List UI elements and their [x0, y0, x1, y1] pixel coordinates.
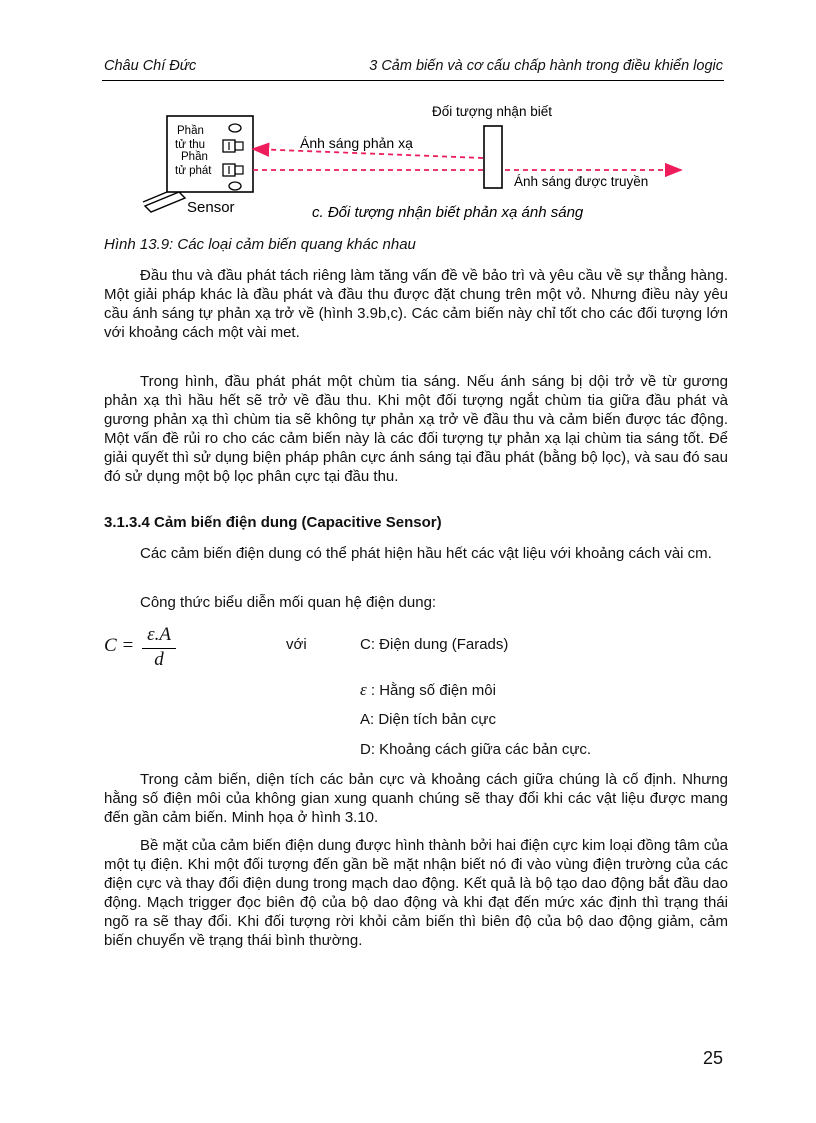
definition-epsilon: ε : Hằng số điện môi	[360, 680, 496, 699]
figure-caption: Hình 13.9: Các loại cảm biến quang khác nhau	[104, 236, 416, 253]
section-heading: 3.1.3.4 Cảm biến điện dung (Capacitive Sensor)	[104, 514, 442, 531]
with-label: với	[286, 636, 307, 653]
receiver-label-1: Phần	[177, 125, 204, 137]
page-number: 25	[703, 1048, 724, 1068]
header-rule	[102, 80, 724, 81]
definition-a: A: Diện tích bản cực	[360, 711, 496, 728]
formula-denominator: d	[154, 649, 164, 670]
sensor-label: Sensor	[187, 199, 235, 216]
formula-fraction	[142, 624, 176, 671]
capacitance-formula	[104, 624, 194, 674]
figure-subcaption: c. Đối tượng nhận biết phản xạ ánh sáng	[312, 204, 584, 221]
header-chapter: 3 Cảm biến và cơ cấu chấp hành trong điều khiển logic	[369, 58, 723, 74]
formula-lhs: C =	[104, 635, 135, 656]
emitter-label-1: Phần	[181, 151, 208, 163]
emitter-label-2: tử phát	[175, 165, 212, 177]
definition-d: D: Khoảng cách giữa các bản cực.	[360, 741, 592, 758]
target-object	[484, 126, 502, 188]
paragraph-capacitive: Các cảm biến điện dung có thể phát hiện hầu hết các vật liệu với khoảng cách vài cm.	[140, 545, 712, 562]
formula-numerator: ε.A	[147, 624, 171, 645]
sensor-figure	[135, 98, 695, 230]
receiver-label-2: tử thu	[175, 139, 206, 151]
paragraph-4: Bề mặt của cảm biến điện dung được hình thành bởi hai điện cực kim loại đồng tâm của một tụ điện. Khi một đối tượng đến gần bề mặt nhận biết nó đi vào vùng điện trường của các điện cực và thay đổi điện dung trong mạch dao động. Kết quả là bộ tạo dao động bắt đầu dao động. Mạch trigger đọc biên độ của bộ dao động và khi đạt đến mức xác định thì trạng thái ngõ ra sẽ thay đổi. Khi đối tượng rời khỏi cảm biến thì biên độ của bộ dao động giảm, cảm biến chuyển về trạng thái bình thường.	[104, 837, 728, 949]
paragraph-formula-intro: Công thức biểu diễn mối quan hệ điện dung:	[140, 594, 437, 611]
reflected-light-label: Ánh sáng phản xạ	[300, 135, 413, 151]
sensor-bracket	[145, 192, 185, 212]
paragraph-3: Trong cảm biến, diện tích các bản cực và khoảng cách giữa chúng là cố định. Nhưng hằng số điện môi của không gian xung quanh chúng sẽ thay đổi khi các vật liệu được mang đến gần cảm biến. Minh họa ở hình 3.10.	[104, 771, 728, 826]
header-author: Châu Chí Đức	[104, 58, 197, 74]
object-label: Đối tượng nhận biết	[432, 104, 552, 119]
page-header	[104, 58, 723, 80]
epsilon-symbol: ε	[360, 680, 367, 699]
definition-c: C: Điện dung (Farads)	[360, 636, 509, 653]
transmitted-light-label: Ánh sáng được truyền	[514, 174, 649, 189]
paragraph-2: Trong hình, đầu phát phát một chùm tia sáng. Nếu ánh sáng bị dội trở về từ gương phản xạ thì hầu hết sẽ trở về đầu thu. Khi một đối tượng ngắt chùm tia giữa đầu phát và gương phản xạ thì chùm tia sẽ không tự phản xạ trở về đầu thu và cảm biến được tác động. Một vấn đề rủi ro cho các cảm biến này là các đối tượng tự phản xạ lại chùm tia sáng tốt. Để giải quyết thì sử dụng biện pháp phân cực ánh sáng tại đầu phát (bằng bộ lọc), và sau đó sau đó sử dụng một bộ lọc phân cực tại đầu thu.	[104, 373, 728, 485]
paragraph-1: Đầu thu và đầu phát tách riêng làm tăng vấn đề về bảo trì và yêu cầu về sự thẳng hàng. Một giải pháp khác là đầu phát và đầu thu được đặt chung trên một vỏ. Nhưng điều này yêu cầu ánh sáng tự phản xạ trở về (hình 3.9b,c). Các cảm biến này chỉ tốt cho các đối tượng lớn với khoảng cách một vài met.	[104, 267, 728, 341]
